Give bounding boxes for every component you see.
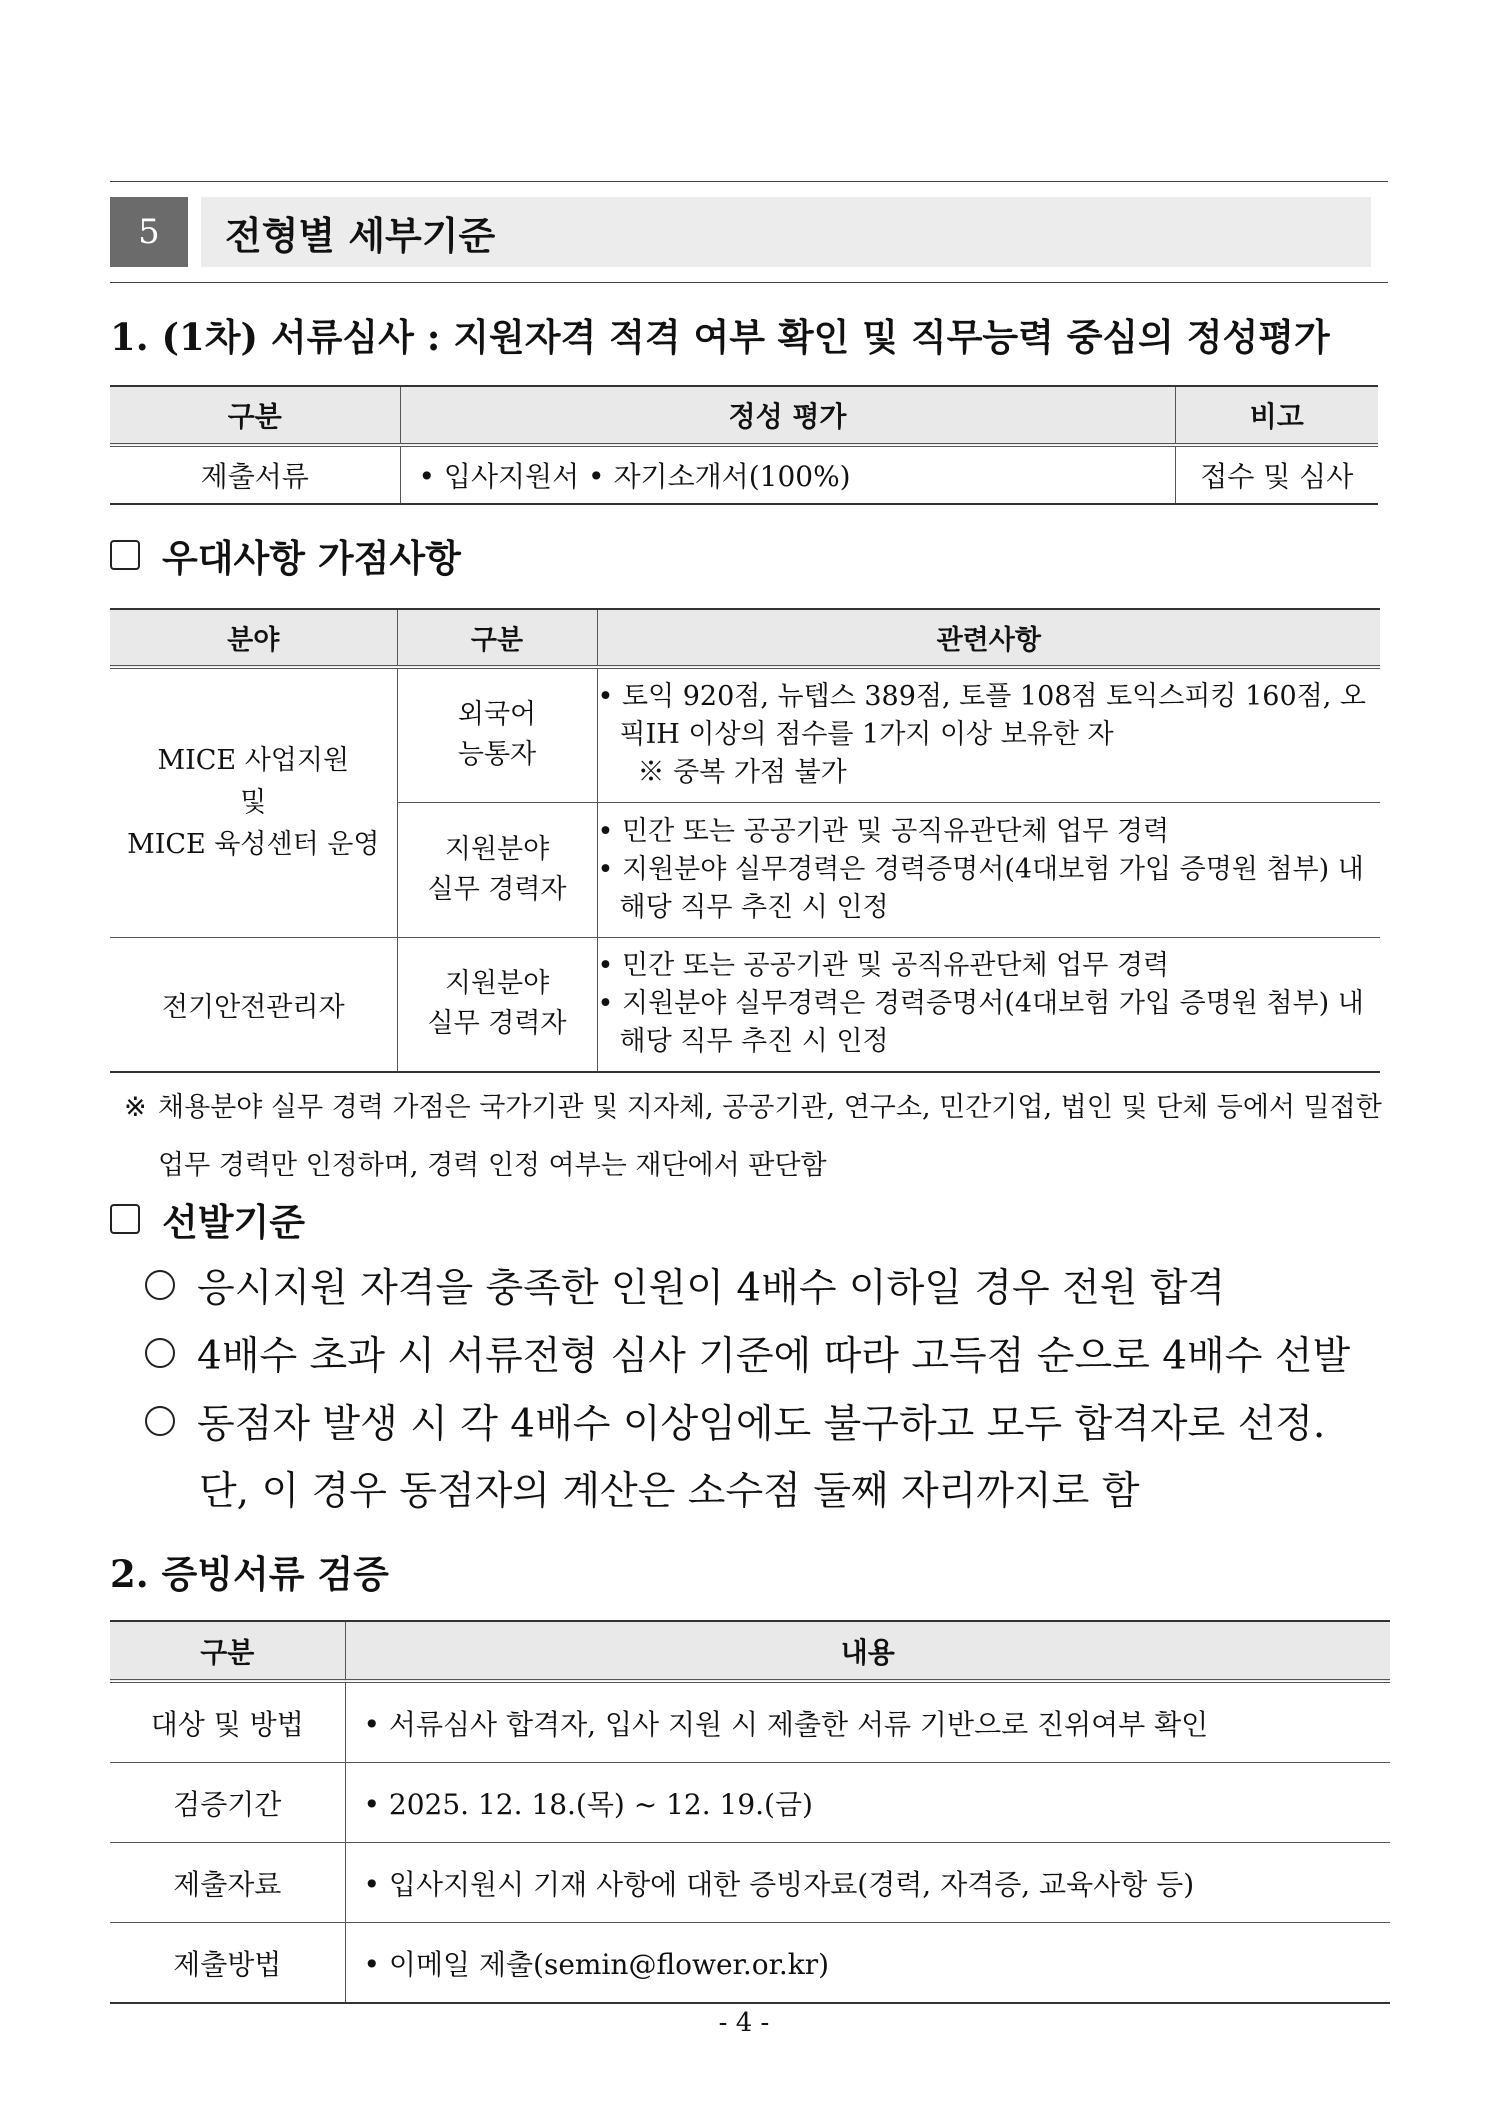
cell-content: • 서류심사 합격자, 입사 지원 시 제출한 서류 기반으로 진위여부 확인 — [345, 1681, 1390, 1763]
cell-type-experience: 지원분야 실무 경력자 — [397, 802, 597, 937]
cell-field-mice: MICE 사업지원 및 MICE 육성센터 운영 — [110, 667, 397, 937]
verification-table — [110, 1620, 1390, 2004]
cell-type-language: 외국어 능통자 — [397, 667, 597, 802]
table-header-row — [110, 386, 1378, 445]
selection-item-continuation: 단, 이 경우 동점자의 계산은 소수점 둘째 자리까지로 함 — [199, 1469, 1140, 1514]
heading-document-screening: 1. (1차) 서류심사 : 지원자격 적격 여부 확인 및 직무능력 중심의 정성평가 — [110, 315, 1330, 359]
cell-type-experience-electric: 지원분야 실무 경력자 — [397, 937, 597, 1072]
section-title: 전형별 세부기준 — [201, 197, 1371, 267]
cell-evaluation: • 입사지원서 • 자기소개서(100%) — [400, 445, 1175, 504]
selection-heading: 선발기준 — [110, 1192, 305, 1246]
circle-bullet-icon — [145, 1270, 175, 1300]
table-header-row — [110, 1621, 1390, 1681]
cell-label: 제출자료 — [110, 1843, 345, 1923]
header-content: 내용 — [345, 1621, 1390, 1681]
cell-details-electric: • 민간 또는 공공기관 및 공직유관단체 업무 경력 • 지원분야 실무경력은 경력증명서(4대보험 가입 증명원 첨부) 내 해당 직무 추진 시 인정 — [597, 950, 1364, 1058]
section-bottom-rule — [110, 282, 1388, 283]
cell-note: 접수 및 심사 — [1200, 460, 1354, 493]
header-type: 구분 — [397, 609, 597, 667]
bonus-table — [110, 608, 1380, 1073]
evaluation-table — [110, 385, 1378, 505]
selection-item: 4배수 초과 시 서류전형 심사 기준에 따라 고득점 순으로 4배수 선발 — [145, 1325, 1350, 1381]
cell-content: • 이메일 제출(semin@flower.or.kr) — [363, 1947, 830, 1981]
bonus-footnote: ※ 채용분야 실무 경력 가점은 국가기관 및 지자체, 공공기관, 연구소, 민간기업, 법인 및 단체 등에서 밀접한 업무 경력만 인정하며, 경력 인정 여부는 재단에서 판단함 — [124, 1092, 1382, 1181]
selection-item: 동점자 발생 시 각 4배수 이상임에도 불구하고 모두 합격자로 선정. — [145, 1393, 1325, 1449]
table-row — [110, 445, 1378, 504]
table-row — [110, 667, 1380, 802]
circle-bullet-icon — [145, 1406, 175, 1436]
table-row — [110, 1843, 1390, 1923]
header-category: 구분 — [110, 1621, 345, 1681]
heading-verification: 2. 증빙서류 검증 — [110, 1552, 389, 1596]
cell-label: 대상 및 방법 — [110, 1681, 345, 1763]
page-number: - 4 - — [718, 2008, 770, 2038]
table-row — [110, 1681, 1390, 1763]
cell-details-experience: • 민간 또는 공공기관 및 공직유관단체 업무 경력 • 지원분야 실무경력은 경력증명서(4대보험 가입 증명원 첨부) 내 해당 직무 추진 시 인정 — [597, 802, 1380, 937]
checkbox-icon — [110, 1204, 140, 1234]
cell-content: • 입사지원시 기재 사항에 대한 증빙자료(경력, 자격증, 교육사항 등) — [345, 1843, 1390, 1923]
header-note: 비고 — [1175, 386, 1378, 445]
bonus-heading: 우대사항 가점사항 — [110, 528, 461, 582]
cell-details-language: • 토익 920점, 뉴텝스 389점, 토플 108점 토익스피킹 160점, 오픽IH 이상의 점수를 1가지 이상 보유한 자 ※ 중복 가점 불가 — [597, 667, 1380, 802]
circle-bullet-icon — [145, 1338, 175, 1368]
cell-label: 검증기간 — [110, 1763, 345, 1843]
header-details: 관련사항 — [597, 609, 1380, 667]
checkbox-icon — [110, 540, 140, 570]
table-row — [110, 1763, 1390, 1843]
section-top-rule — [110, 181, 1388, 182]
section-number: 5 — [110, 197, 188, 267]
header-evaluation: 정성 평가 — [400, 386, 1175, 445]
cell-content: • 2025. 12. 18.(목) ~ 12. 19.(금) — [345, 1763, 1390, 1843]
table-header-row — [110, 609, 1380, 667]
table-row — [110, 937, 1380, 1072]
header-category: 구분 — [110, 386, 400, 445]
cell-label: 제출방법 — [110, 1923, 345, 2004]
table-row — [110, 1923, 1390, 2004]
cell-field-electric: 전기안전관리자 — [110, 937, 397, 1072]
cell-category: 제출서류 — [110, 445, 400, 504]
selection-item: 응시지원 자격을 충족한 인원이 4배수 이하일 경우 전원 합격 — [145, 1257, 1225, 1313]
header-field: 분야 — [110, 609, 397, 667]
